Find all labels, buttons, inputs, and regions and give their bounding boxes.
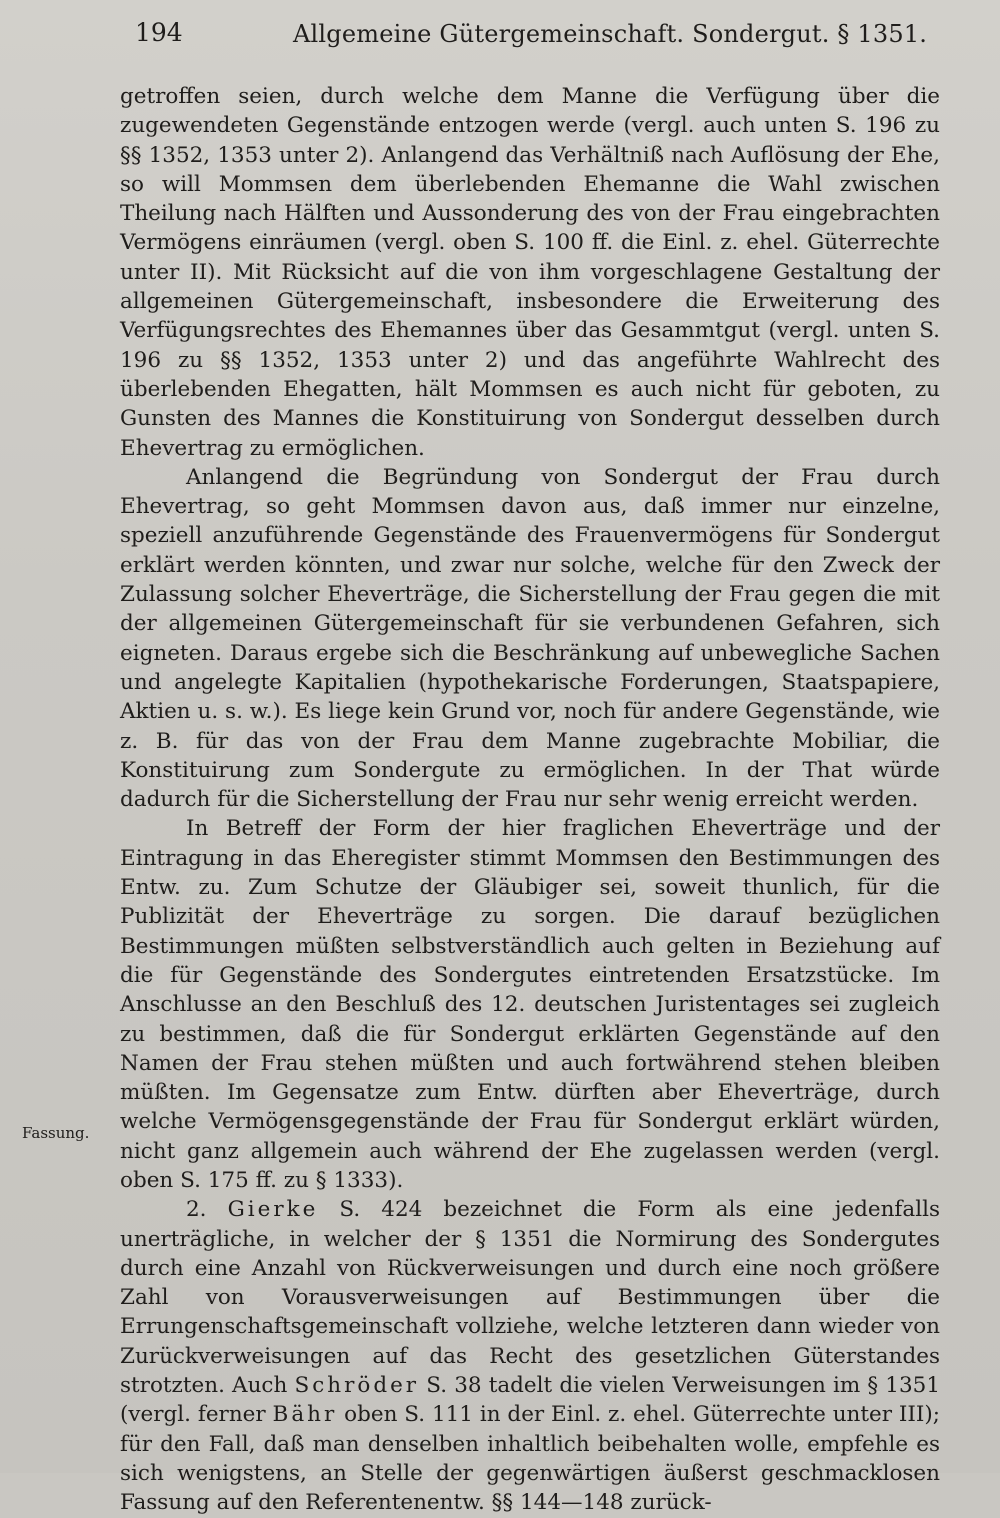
page-number: 194 (135, 18, 183, 47)
paragraph-fassung-lead: 2. (186, 1197, 228, 1223)
running-head: Allgemeine Gütergemeinschaft. Sondergut. § 1351. (293, 20, 928, 48)
paragraph-sondergut-frau: Anlangend die Begründung von Sondergut der Frau durch Ehevertrag, so geht Mommsen davon aus, daß immer nur einzelne, speziell anzuführende Gegenstände des Frauenvermögens für Sondergut erklärt werden könnten, und zwar nur solche, welche für den Zweck der Zulassung solcher Eheverträge, die Sicherstellung der Frau gegen die mit der allgemeinen Gütergemeinschaft für sie verbundenen Gefahren, sich eigneten. Daraus ergebe sich die Beschränkung auf unbewegliche Sachen und angelegte Kapitalien (hypothekarische Forderungen, Staatspapiere, Aktien u. s. w.). Es liege kein Grund vor, noch für andere Gegenstände, wie z. B. für das von der Frau dem Manne zugebrachte Mobiliar, die Konstituirung zum Sondergute zu ermöglichen. In der That würde dadurch für die Sicherstellung der Frau nur sehr wenig erreicht werden. (120, 464, 940, 813)
paragraph-fassung-part3: oben S. 111 in der Einl. z. ehel. Güterrechte unter III); für den Fall, daß man denselben inhaltlich beibehalten wolle, empfehle es sich wenigstens, an Stelle der gegenwärtigen äußerst geschmacklosen Fassung auf den Referentenentw. §§ 144—148 zurück- (120, 1402, 941, 1516)
paragraph-form-ehevertraege: In Betreff der Form der hier fraglichen Eheverträge und der Eintragung in das Eheregister stimmt Mommsen den Bestimmungen des Entw. zu. Zum Schutze der Gläubiger sei, soweit thunlich, für die Publizität der Eheverträge zu sorgen. Die darauf bezüglichen Bestimmungen müßten selbstverständlich auch gelten in Beziehung auf die für Gegenstände des Sondergutes eintretenden Ersatzstücke. Im Anschlusse an den Beschluß des 12. deutschen Juristentages sei zugleich zu bestimmen, daß die für Sondergut erklärten Gegenstände auf den Namen der Frau stehen müßten und auch fortwährend stehen bleiben müßten. Im Gegensatze zum Entw. dürften aber Eheverträge, durch welche Vermögensgegenstände der Frau für Sondergut erklärt würden, nicht ganz allgemein auch während der Ehe zugelassen werden (vergl. oben S. 175 ff. zu § 1333). (120, 816, 940, 1193)
author-gierke: Gierke (227, 1197, 319, 1223)
paragraph-fassung-part1: S. 424 bezeichnet die Form als eine jedenfalls unerträgliche, in welcher der § 1351 die Normirung des Sondergutes durch eine Anzahl von Rückverweisungen und durch eine noch größere Zahl von Vorausverweisungen auf Bestimmungen über die Errungenschaftsgemeinschaft vollziehe, welche letzteren dann wieder von Zurückverweisungen auf das Recht des gesetzlichen Güterstandes strotzten. Auch (120, 1197, 940, 1399)
paragraph-fassung (120, 1195, 940, 1517)
body-text (120, 82, 940, 1518)
paragraph-continuation: getroffen seien, durch welche dem Manne die Verfügung über die zugewendeten Gegenstände entzogen werde (vergl. auch unten S. 196 zu §§ 1352, 1353 unter 2). Anlangend das Verhältniß nach Auflösung der Ehe, so will Mommsen dem überlebenden Ehemanne die Wahl zwischen Theilung nach Hälften und Aussonderung des von der Frau eingebrachten Vermögens einräumen (vergl. oben S. 100 ff. die Einl. z. ehel. Güterrechte unter II). Mit Rücksicht auf die von ihm vorgeschlagene Gestaltung der allgemeinen Gütergemeinschaft, insbesondere die Erweiterung des Verfügungsrechtes des Ehemannes über das Gesammtgut (vergl. unten S. 196 zu §§ 1352, 1353 unter 2) und das angeführte Wahlrecht des überlebenden Ehegatten, hält Mommsen es auch nicht für geboten, zu Gunsten des Mannes die Konstituirung von Sondergut desselben durch Ehevertrag zu ermöglichen. (120, 84, 940, 461)
author-baehr: Bähr (272, 1402, 338, 1428)
author-schroeder: Schröder (294, 1373, 420, 1399)
page-header (135, 18, 940, 58)
margin-note: Fassung. (22, 1124, 90, 1142)
paragraph-fassung-part2: S. 38 tadelt die vielen Verweisungen im § 1351 (vergl. ferner (120, 1373, 940, 1428)
